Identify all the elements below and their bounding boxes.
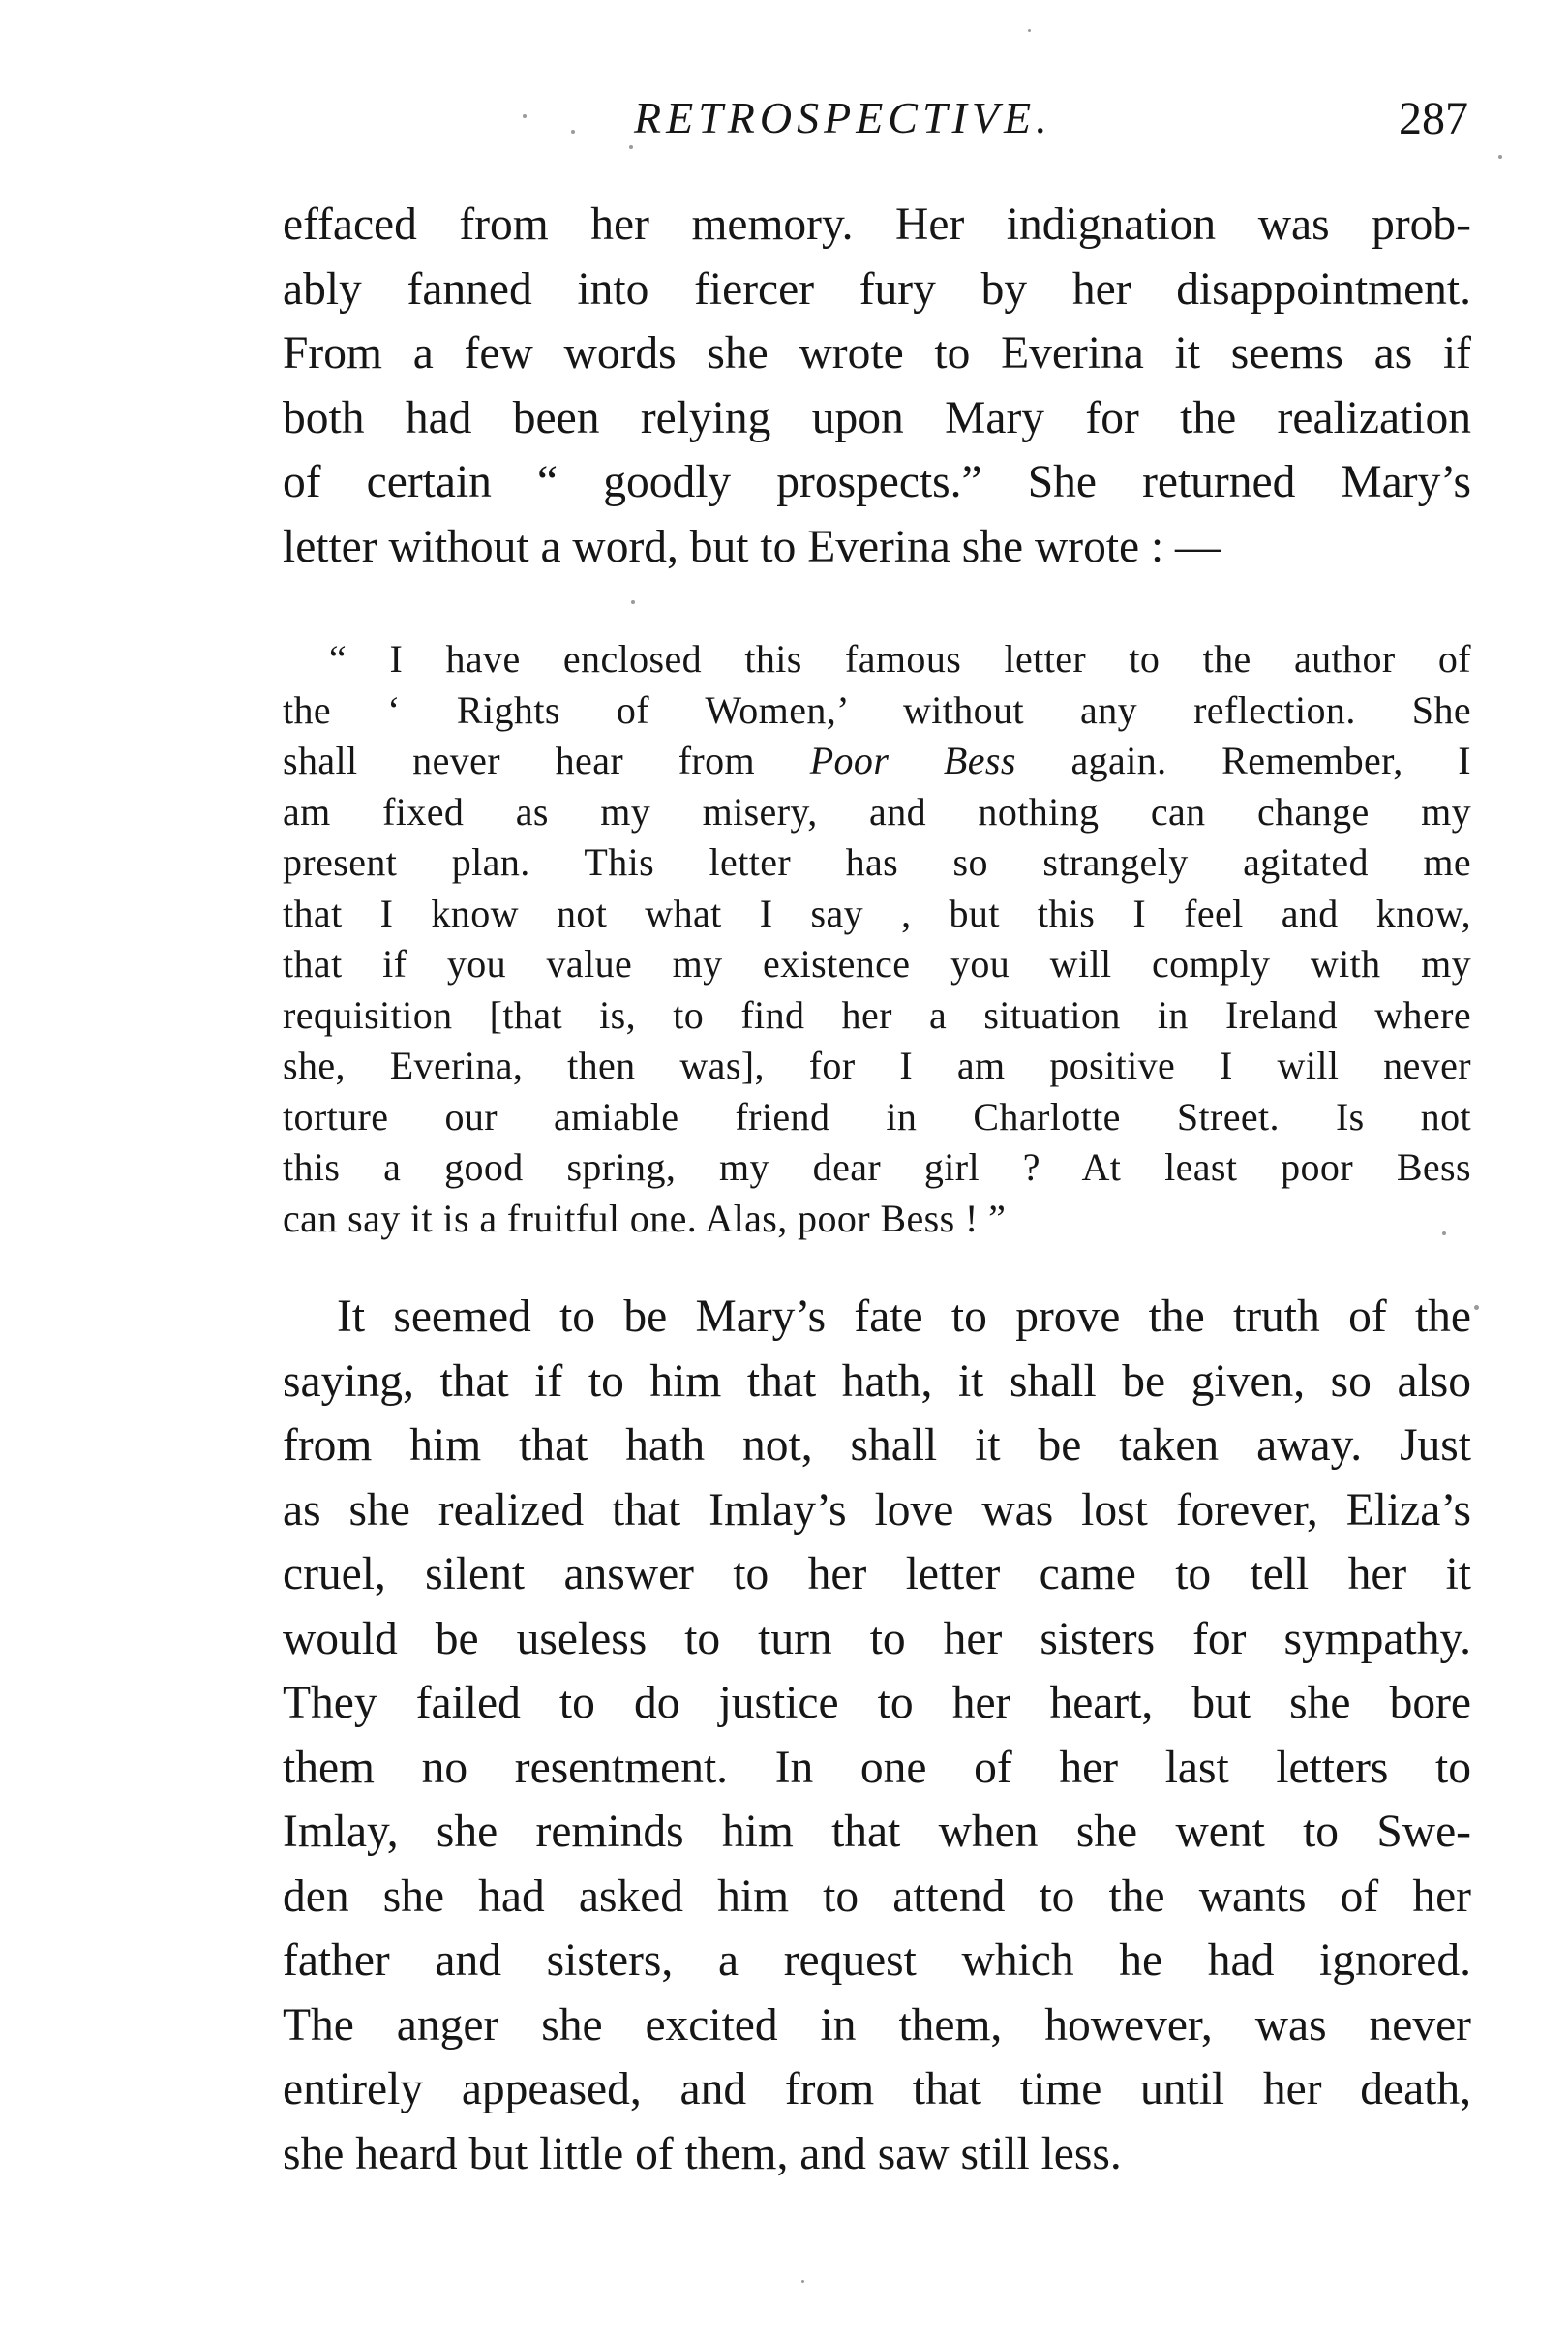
- text-line: effaced from her memory. Her indignation was prob-: [283, 199, 1471, 250]
- text-line: They failed to do justice to her heart, but she bore: [283, 1678, 1471, 1728]
- text-line: of certain “ goodly prospects.” She returned Mary’s: [283, 457, 1471, 507]
- text-line: It seemed to be Mary’s fate to prove the truth of the: [337, 1292, 1471, 1342]
- text-line: letter without a word, but to Everina she wrote : —: [283, 521, 1221, 572]
- block-quotation: [283, 634, 1471, 1244]
- text-line: father and sisters, a request which he had ignored.: [283, 1935, 1471, 1986]
- text-line: she heard but little of them, and saw still less.: [283, 2128, 1122, 2179]
- quote-line: that I know not what I say , but this I feel and know,: [283, 891, 1471, 935]
- text-line: cruel, silent answer to her letter came to tell her it: [283, 1549, 1471, 1599]
- paragraph: [283, 1285, 1471, 2186]
- quote-line: torture our amiable friend in Charlotte Street. Is not: [283, 1094, 1471, 1139]
- quote-line: the ‘ Rights of Women,’ without any reflection. She: [283, 687, 1471, 732]
- text-line: as she realized that Imlay’s love was lost forever, Eliza’s: [283, 1484, 1471, 1535]
- text-line: them no resentment. In one of her last letters to: [283, 1742, 1471, 1793]
- quote-line: she, Everina, then was], for I am positive I will never: [283, 1044, 1471, 1087]
- quote-line-with-italic: [283, 736, 1471, 787]
- quote-line: this a good spring, my dear girl ? At least poor Bess: [283, 1145, 1471, 1189]
- quote-line: am fixed as my misery, and nothing can change my: [283, 789, 1471, 834]
- text-line: From a few words she wrote to Everina it seems as if: [283, 328, 1471, 379]
- quote-line: can say it is a fruitful one. Alas, poor Bess ! ”: [283, 1196, 1007, 1240]
- italic-name: Poor Bess: [809, 739, 1016, 782]
- text-line: would be useless to turn to her sisters for sympathy.: [283, 1613, 1471, 1664]
- text-line: from him that hath not, shall it be taken away. Just: [283, 1420, 1471, 1471]
- text-line: saying, that if to him that hath, it shall be given, so also: [283, 1355, 1471, 1407]
- running-head-title: RETROSPECTIVE.: [634, 93, 1052, 142]
- page-number: 287: [1399, 93, 1468, 144]
- quote-line: that if you value my existence you will comply with my: [283, 942, 1471, 986]
- quote-line: present plan. This letter has so strangely agitated me: [283, 840, 1471, 884]
- quote-line-text: shall never hear from Poor Bess again. Remember, I: [283, 739, 1471, 782]
- text-line: both had been relying upon Mary for the realization: [283, 392, 1471, 443]
- text-line: entirely appeased, and from that time until her death,: [283, 2064, 1471, 2114]
- text-line: Imlay, she reminds him that when she went to Swe-: [283, 1807, 1471, 1857]
- quote-line: “ I have enclosed this famous letter to the author of: [329, 637, 1471, 681]
- text-line: den she had asked him to attend to the wants of her: [283, 1870, 1471, 1922]
- running-head: [286, 92, 1468, 150]
- text-line: The anger she excited in them, however, was never: [283, 1999, 1471, 2051]
- quote-line: requisition [that is, to find her a situation in Ireland where: [283, 992, 1471, 1037]
- paragraph-continued: [283, 193, 1471, 579]
- text-line: ably fanned into fiercer fury by her disappointment.: [283, 263, 1471, 315]
